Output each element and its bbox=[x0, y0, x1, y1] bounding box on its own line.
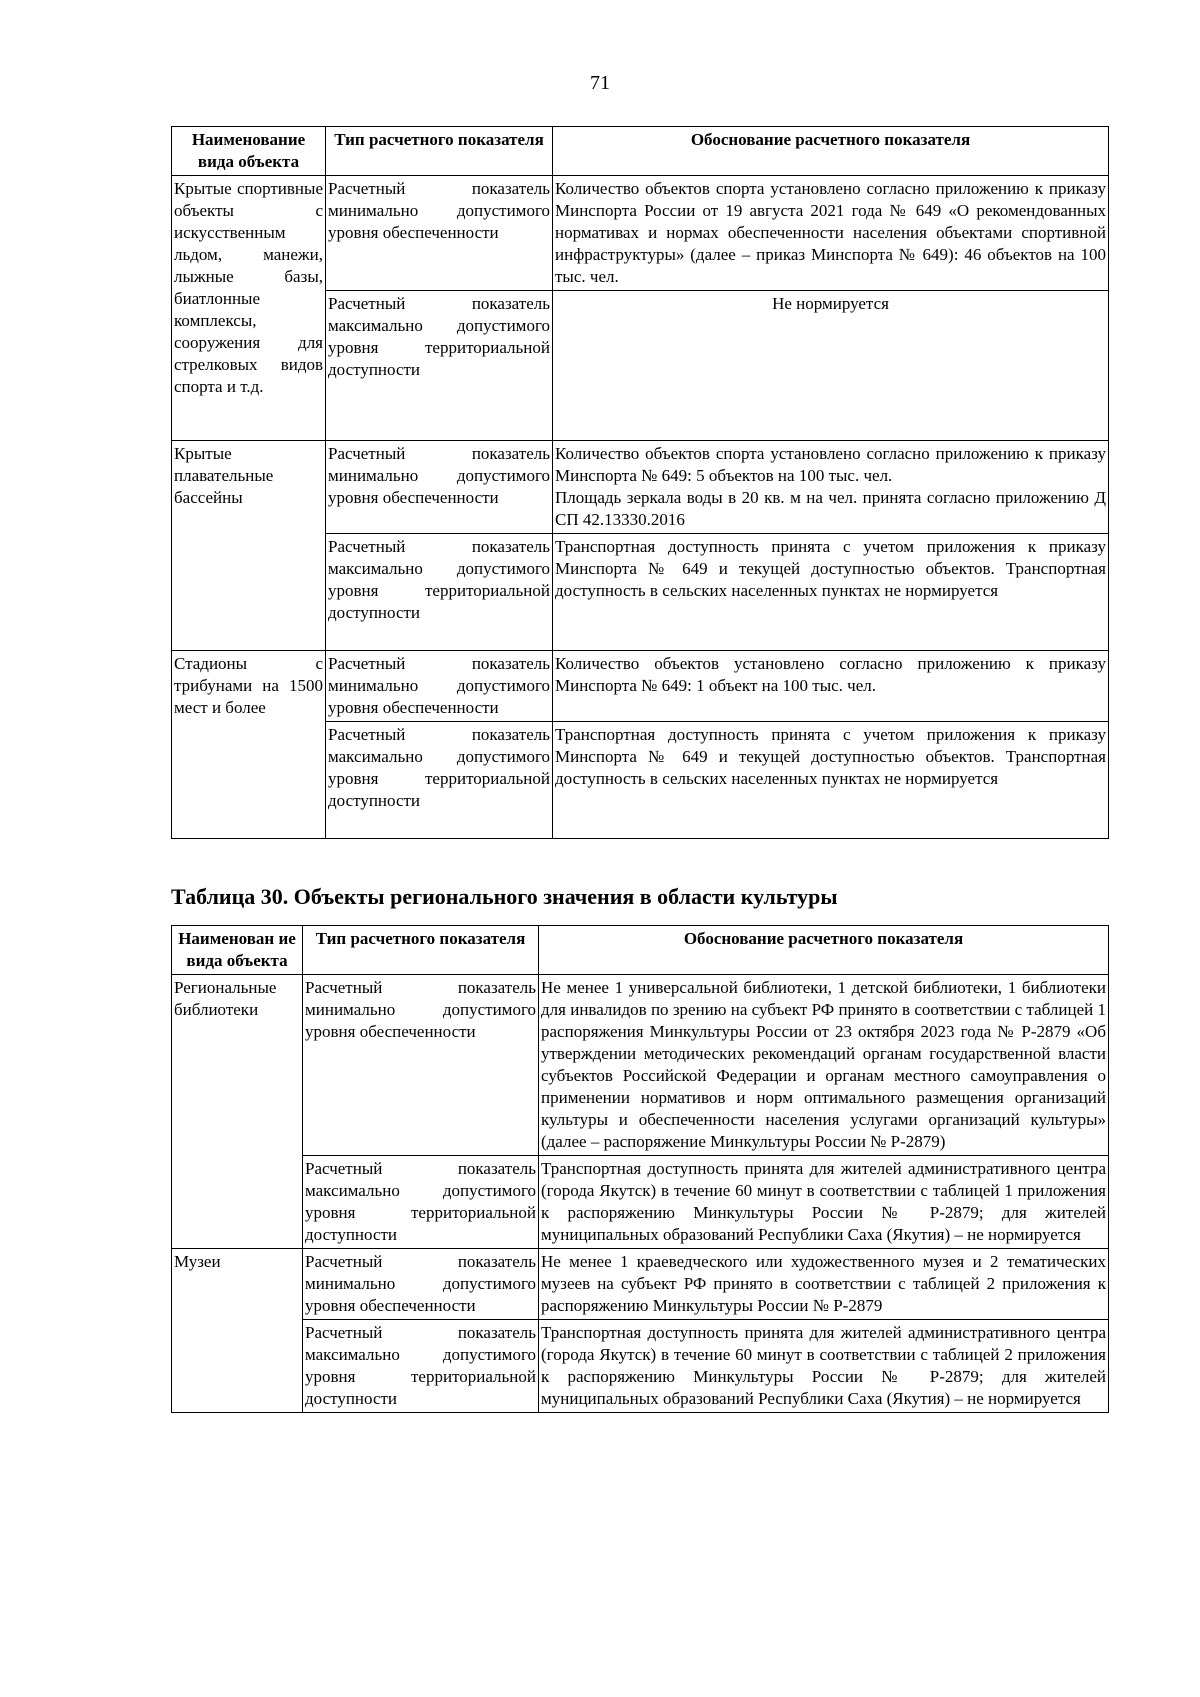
column-header-basis: Обоснование расчетного показателя bbox=[539, 926, 1109, 975]
table-row bbox=[172, 651, 1109, 722]
indicator-type-cell: Расчетный показатель максимально допустимого уровня территориальной доступности bbox=[326, 291, 553, 441]
object-name-cell: Стадионы с трибунами на 1500 мест и более bbox=[172, 651, 326, 839]
column-header-type: Тип расчетного показателя bbox=[303, 926, 539, 975]
indicator-type-cell: Расчетный показатель максимально допустимого уровня территориальной доступности bbox=[326, 722, 553, 839]
table-row bbox=[172, 1249, 1109, 1320]
table-header-row bbox=[172, 127, 1109, 176]
indicator-basis-cell: Транспортная доступность принята с учетом приложения к приказу Минспорта № 649 и текущей доступностью объектов. Транспортная доступность в сельских населенных пунктах не нормируется bbox=[553, 722, 1109, 839]
indicator-type-cell: Расчетный показатель максимально допустимого уровня территориальной доступности bbox=[303, 1156, 539, 1249]
table-row bbox=[172, 1320, 1109, 1413]
column-header-type: Тип расчетного показателя bbox=[326, 127, 553, 176]
indicator-type-cell: Расчетный показатель минимально допустимого уровня обеспеченности bbox=[326, 441, 553, 534]
indicator-type-cell: Расчетный показатель максимально допустимого уровня территориальной доступности bbox=[326, 534, 553, 651]
indicator-type-cell: Расчетный показатель минимально допустимого уровня обеспеченности bbox=[326, 651, 553, 722]
culture-objects-table bbox=[171, 925, 1109, 1413]
indicator-basis-cell: Транспортная доступность принята с учетом приложения к приказу Минспорта № 649 и текущей доступностью объектов. Транспортная доступность в сельских населенных пунктах не нормируется bbox=[553, 534, 1109, 651]
indicator-basis-cell: Количество объектов установлено согласно приложению к приказу Минспорта № 649: 1 объект на 100 тыс. чел. bbox=[553, 651, 1109, 722]
table-row bbox=[172, 176, 1109, 291]
indicator-basis-cell: Не менее 1 универсальной библиотеки, 1 детской библиотеки, 1 библиотеки для инвалидов по зрению на субъект РФ принято в соответствии с таблицей 1 распоряжения Минкультуры России от 23 октября 2023 года № Р-2879 «Об утверждении методических рекомендаций органам государственной власти субъектов Российской Федерации и органам местного самоуправления о применении нормативов и норм оптимального размещения организаций культуры и обеспеченности населения услугами организаций культуры» (далее – распоряжение Минкультуры России № Р-2879) bbox=[539, 975, 1109, 1156]
indicator-type-cell: Расчетный показатель минимально допустимого уровня обеспеченности bbox=[303, 1249, 539, 1320]
indicator-type-cell: Расчетный показатель минимально допустимого уровня обеспеченности bbox=[303, 975, 539, 1156]
table-row bbox=[172, 1156, 1109, 1249]
indicator-basis-cell: Транспортная доступность принята для жителей административного центра (города Якутск) в течение 60 минут в соответствии с таблицей 1 приложения к распоряжению Минкультуры России № Р-2879; для жителей муниципальных образований Республики Саха (Якутия) – не нормируется bbox=[539, 1156, 1109, 1249]
object-name-cell: Крытые плавательные бассейны bbox=[172, 441, 326, 651]
page-number: 71 bbox=[590, 72, 610, 94]
column-header-basis: Обоснование расчетного показателя bbox=[553, 127, 1109, 176]
object-name-cell: Музеи bbox=[172, 1249, 303, 1413]
table-caption: Таблица 30. Объекты регионального значения в области культуры bbox=[171, 884, 838, 909]
indicator-basis-cell: Не менее 1 краеведческого или художественного музея и 2 тематических музеев на субъект РФ принято в соответствии с таблицей 2 приложения к распоряжению Минкультуры России № Р-2879 bbox=[539, 1249, 1109, 1320]
table-row bbox=[172, 975, 1109, 1156]
object-name-cell: Крытые спортивные объекты с искусственным льдом, манежи, лыжные базы, биатлонные комплексы, сооружения для стрелковых видов спорта и т.д. bbox=[172, 176, 326, 441]
sports-objects-table bbox=[171, 126, 1109, 839]
column-header-object: Наименован ие вида объекта bbox=[172, 926, 303, 975]
indicator-basis-cell: Транспортная доступность принята для жителей административного центра (города Якутск) в течение 60 минут в соответствии с таблицей 2 приложения к распоряжению Минкультуры России № Р-2879; для жителей муниципальных образований Республики Саха (Якутия) – не нормируется bbox=[539, 1320, 1109, 1413]
indicator-basis-cell: Количество объектов спорта установлено согласно приложению к приказу Минспорта № 649: 5 объектов на 100 тыс. чел. Площадь зеркала воды в 20 кв. м на чел. принята согласно приложению Д СП 42.13330.2016 bbox=[553, 441, 1109, 534]
indicator-basis-cell: Количество объектов спорта установлено согласно приложению к приказу Минспорта России от 19 августа 2021 года № 649 «О рекомендованных нормативах и нормах обеспеченности населения объектами спортивной инфраструктуры» (далее – приказ Минспорта № 649): 46 объектов на 100 тыс. чел. bbox=[553, 176, 1109, 291]
object-name-cell: Региональные библиотеки bbox=[172, 975, 303, 1249]
indicator-type-cell: Расчетный показатель максимально допустимого уровня территориальной доступности bbox=[303, 1320, 539, 1413]
indicator-type-cell: Расчетный показатель минимально допустимого уровня обеспеченности bbox=[326, 176, 553, 291]
table-header-row bbox=[172, 926, 1109, 975]
indicator-basis-cell: Не нормируется bbox=[553, 291, 1109, 441]
table-row bbox=[172, 441, 1109, 534]
column-header-object: Наименование вида объекта bbox=[172, 127, 326, 176]
